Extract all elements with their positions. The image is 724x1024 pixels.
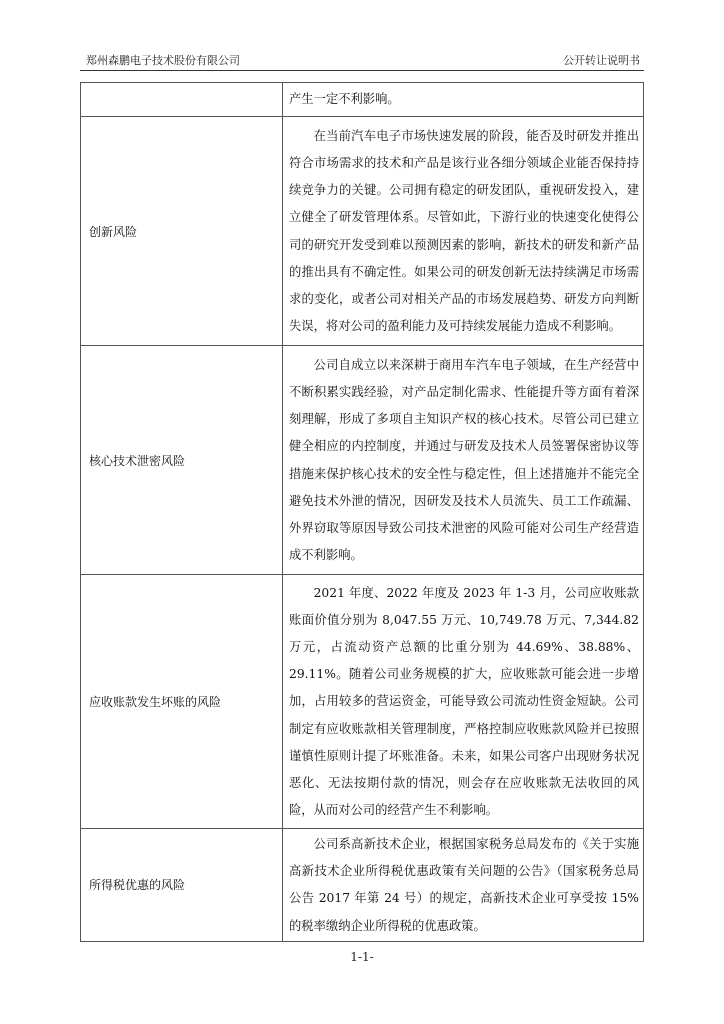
document-type: 公开转让说明书 [563,54,640,67]
page-number: 1-1- [350,950,374,964]
risk-description: 产生一定不利影响。 [289,92,400,107]
risk-name-cell [81,83,283,117]
risk-description-cell [283,117,644,346]
risk-name-cell: 所得税优惠的风险 [81,829,283,942]
header-divider [80,70,644,71]
table-row [81,117,644,346]
table-row [81,346,644,575]
risk-description-cell [283,83,644,117]
table-row [81,83,644,117]
table-row [81,575,644,829]
page-header [80,52,644,68]
risk-name-cell: 应收账款发生坏账的风险 [81,575,283,829]
table-row [81,829,644,942]
risk-description-cell [283,829,644,942]
risk-description: 公司系高新技术企业，根据国家税务总局发布的《关于实施高新技术企业所得税优惠政策有关问题的公告》（国家税务总局公告 2017 年第 24 号）的规定，高新技术企业可享受按 15%的税率缴纳企业所得税的优惠政策。 [289,837,639,933]
risk-description-cell [283,346,644,575]
risk-name-cell: 核心技术泄密风险 [81,346,283,575]
risk-description: 2021 年度、2022 年度及 2023 年 1-3 月，公司应收账款账面价值分别为 8,047.55 万元、10,749.78 万元、7,344.82 万元，占流动资产总额的比重分别为 44.69%、38.88%、29.11%。随着公司业务规模的扩大，应收账款可能会进一步增加，占用较多的营运资金，可能导致公司流动性资金短缺。公司制定有应收账款相关管理制度，严格控制应收账款风险并已按照谨慎性原则计提了坏账准备。未来，如果公司客户出现财务状况恶化、无法按期付款的情况，则会存在应收账款无法收回的风险，从而对公司的经营产生不利影响。 [289,585,639,818]
company-name: 郑州森鹏电子技术股份有限公司 [86,54,240,67]
risk-description-cell [283,575,644,829]
risk-description: 公司自成立以来深耕于商用车汽车电子领域，在生产经营中不断积累实践经验，对产品定制化需求、性能提升等方面有着深刻理解，形成了多项自主知识产权的核心技术。尽管公司已建立健全相应的内控制度，并通过与研发及技术人员签署保密协议等措施来保护核心技术的安全性与稳定性，但上述措施并不能完全避免技术外泄的情况，因研发及技术人员流失、员工工作疏漏、外界窃取等原因导致公司技术泄密的风险可能对公司生产经营造成不利影响。 [289,357,639,563]
risk-name-cell: 创新风险 [81,117,283,346]
risk-description: 在当前汽车电子市场快速发展的阶段，能否及时研发并推出符合市场需求的技术和产品是该行业各细分领域企业能否保持持续竞争力的关键。公司拥有稳定的研发团队，重视研发投入，建立健全了研发管理体系。尽管如此，下游行业的快速变化使得公司的研究开发受到难以预测因素的影响，新技术的研发和新产品的推出具有不确定性。如果公司的研发创新无法持续满足市场需求的变化，或者公司对相关产品的市场发展趋势、研发方向判断失误，将对公司的盈利能力及可持续发展能力造成不利影响。 [289,128,639,334]
risk-table [80,82,644,942]
